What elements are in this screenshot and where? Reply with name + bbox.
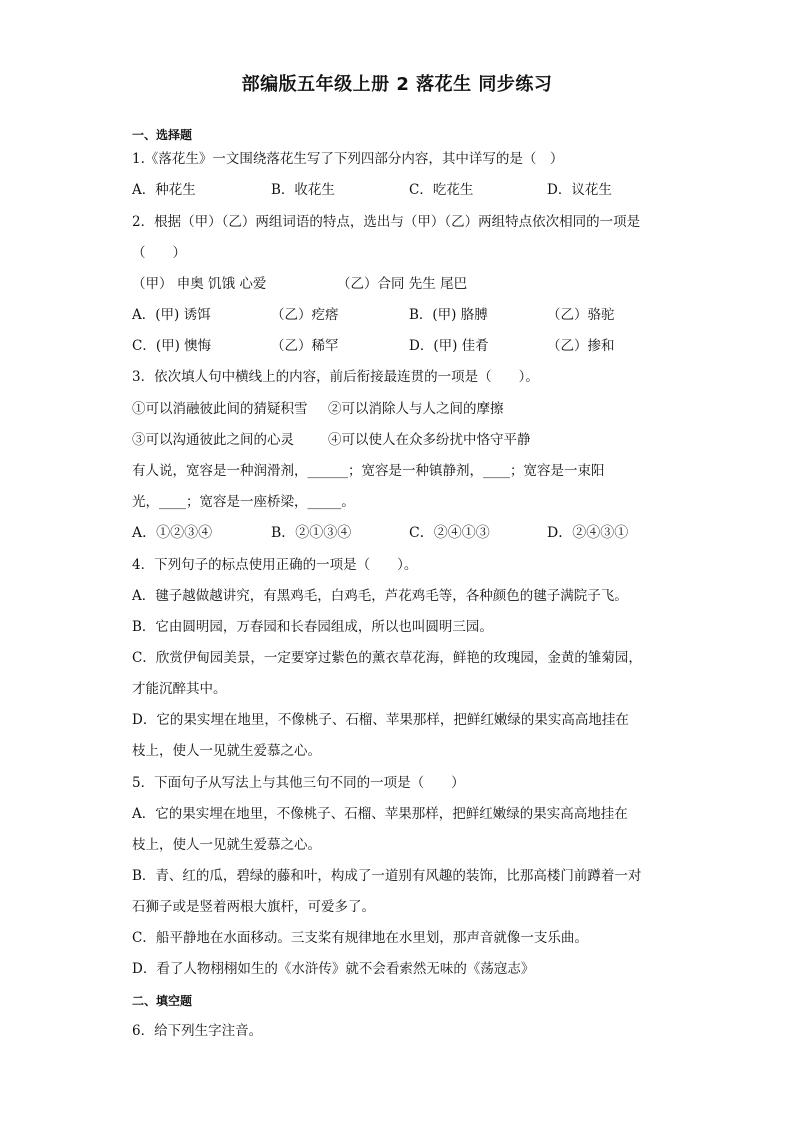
question-2-stem-blank: （ ） [132, 245, 186, 261]
option-a[interactable]: A．①②③④ [132, 525, 213, 541]
option-c[interactable]: C．②④①③ [409, 525, 490, 541]
question-5-option-b[interactable]: B．青、红的瓜，碧绿的藤和叶，构成了一道别有风趣的装饰，比那高楼门前蹲着一对 [132, 868, 642, 884]
item-2: ②可以消除人与人之间的摩擦 [328, 401, 504, 417]
option-d[interactable]: D．议花生 [547, 182, 612, 198]
option-a-yi: （乙）疙瘩 [271, 307, 339, 323]
option-b[interactable]: B．收花生 [271, 182, 335, 198]
question-4-option-d[interactable]: D．它的果实埋在地里，不像桃子、石榴、苹果那样，把鲜红嫩绿的果实高高地挂在 [132, 712, 629, 728]
question-1-stem: 1.《落花生》一文围绕落花生写了下列四部分内容，其中详写的是（ ） [132, 151, 564, 167]
option-b[interactable]: B．②①③④ [271, 525, 352, 541]
option-b-yi: （乙）骆驼 [547, 307, 615, 323]
section-heading-choice: 一、选择题 [132, 128, 193, 142]
question-5-option-d[interactable]: D．看了人物栩栩如生的《水浒传》就不会看索然无味的《荡寇志》 [132, 961, 535, 977]
question-3-sentence-line2: 光，____；宽容是一座桥梁，_____。 [132, 494, 355, 510]
question-4-stem: 4．下列句子的标点使用正确的一项是（ ）。 [132, 557, 418, 573]
question-6-stem: 6．给下列生字注音。 [132, 1023, 263, 1039]
question-3-stem: 3．依次填人句中横线上的内容，前后衔接最连贯的一项是（ ）。 [132, 369, 539, 385]
group-yi: （乙）合同 先生 尾巴 [337, 276, 468, 292]
question-4-option-d-cont: 枝上，使人一见就生爱慕之心。 [132, 743, 321, 759]
page-title: 部编版五年级上册 2 落花生 同步练习 [241, 74, 553, 95]
question-5-option-c[interactable]: C．船平静地在水面移动。三支桨有规律地在水里划，那声音就像一支乐曲。 [132, 930, 588, 946]
section-heading-fill: 二、填空题 [132, 994, 193, 1008]
option-a[interactable]: A．(甲) 诱饵 [132, 307, 211, 323]
option-c[interactable]: C．吃花生 [409, 182, 474, 198]
item-4: ④可以使人在众多纷扰中恪守平静 [328, 432, 531, 448]
question-3-sentence-line1: 有人说，宽容是一种润滑剂，______；宽容是一种镇静剂，____；宽容是一束阳 [132, 463, 605, 479]
option-c-yi: （乙）稀罕 [271, 338, 339, 354]
question-4-option-a[interactable]: A．毽子越做越讲究，有黑鸡毛，白鸡毛，芦花鸡毛等，各种颜色的毽子满院子飞。 [132, 588, 628, 604]
option-d-yi: （乙）掺和 [547, 338, 615, 354]
question-5-stem: 5．下面句子从写法上与其他三句不同的一项是（ ） [132, 775, 465, 791]
option-c[interactable]: C．(甲) 懊悔 [132, 338, 212, 354]
question-5-option-b-cont: 石狮子或是竖着两根大旗杆，可爱多了。 [132, 899, 375, 915]
option-d[interactable]: D．(甲) 佳肴 [409, 338, 489, 354]
question-5-option-a-cont: 枝上，使人一见就生爱慕之心。 [132, 837, 321, 853]
item-1: ①可以消融彼此间的猜疑积雪 [132, 401, 308, 417]
question-4-option-b[interactable]: B．它由圆明园，万春园和长春园组成，所以也叫圆明三园。 [132, 619, 493, 635]
option-d[interactable]: D．②④③① [547, 525, 629, 541]
option-b[interactable]: B．(甲) 胳膊 [409, 307, 488, 323]
question-5-option-a[interactable]: A．它的果实埋在地里，不像桃子、石榴、苹果那样，把鲜红嫩绿的果实高高地挂在 [132, 806, 628, 822]
question-4-option-c-cont: 才能沉醉其中。 [132, 681, 227, 697]
question-4-option-c[interactable]: C．欣赏伊甸园美景，一定要穿过紫色的薰衣草花海，鲜艳的玫瑰园，金黄的雏菊园， [132, 650, 642, 666]
question-2-stem: 2．根据（甲）（乙）两组词语的特点，选出与（甲）（乙）两组特点依次相同的一项是 [132, 214, 641, 230]
item-3: ③可以沟通彼此之间的心灵 [132, 432, 294, 448]
option-a[interactable]: A．种花生 [132, 182, 196, 198]
group-jia: （甲） 申奥 饥饿 心爱 [132, 276, 267, 292]
